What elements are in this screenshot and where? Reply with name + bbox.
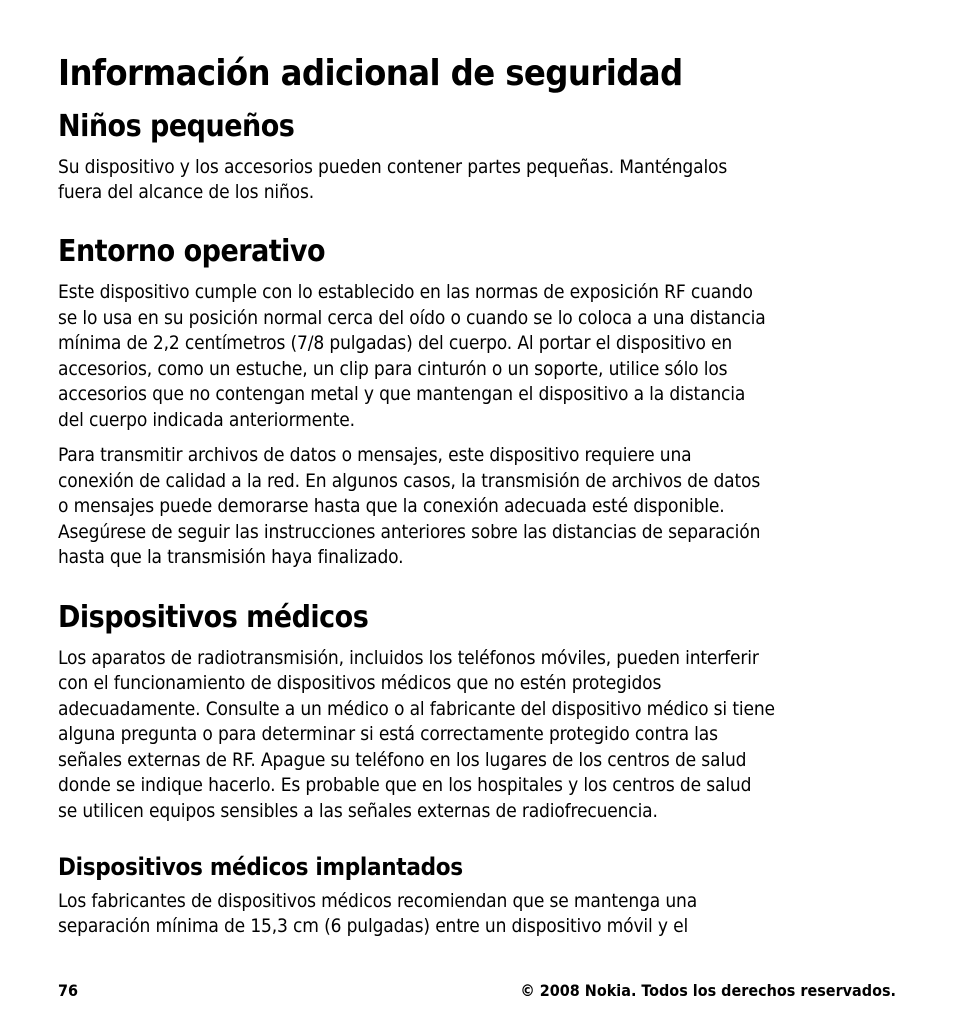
heading-dispositivos-medicos: Dispositivos médicos [58, 600, 369, 635]
page-number: 76 [58, 981, 79, 1000]
paragraph-line: hasta que la transmisión haya finalizado. [58, 546, 404, 568]
paragraph-line: Este dispositivo cumple con lo establecido en las normas de exposición RF cuando [58, 281, 753, 303]
paragraph-line: separación mínima de 15,3 cm (6 pulgadas) entre un dispositivo móvil y el [58, 915, 689, 937]
paragraph-line: conexión de calidad a la red. En algunos casos, la transmisión de archivos de datos [58, 470, 761, 492]
paragraph-line: accesorios que no contengan metal y que mantengan el dispositivo a la distancia [58, 383, 746, 405]
paragraph-line: mínima de 2,2 centímetros (7/8 pulgadas) del cuerpo. Al portar el dispositivo en [58, 332, 733, 354]
paragraph-line: se utilicen equipos sensibles a las señales externas de radiofrecuencia. [58, 800, 658, 822]
paragraph-line: Asegúrese de seguir las instrucciones anteriores sobre las distancias de separación [58, 521, 761, 543]
paragraph-line: accesorios, como un estuche, un clip para cinturón o un soporte, utilice sólo los [58, 358, 728, 380]
paragraph-line: señales externas de RF. Apague su teléfono en los lugares de los centros de salud [58, 749, 747, 771]
copyright-notice: © 2008 Nokia. Todos los derechos reservados. [520, 981, 896, 1000]
paragraph-line: o mensajes puede demorarse hasta que la conexión adecuada esté disponible. [58, 495, 725, 517]
paragraph-line: Para transmitir archivos de datos o mensajes, este dispositivo requiere una [58, 444, 692, 466]
paragraph-line: se lo usa en su posición normal cerca del oído o cuando se lo coloca a una distancia [58, 307, 766, 329]
paragraph-line: del cuerpo indicada anteriormente. [58, 409, 355, 431]
paragraph-line: alguna pregunta o para determinar si está correctamente protegido contra las [58, 723, 718, 745]
paragraph-line: donde se indique hacerlo. Es probable que en los hospitales y los centros de salud [58, 774, 752, 796]
paragraph-line: Su dispositivo y los accesorios pueden contener partes pequeñas. Manténgalos [58, 156, 728, 178]
paragraph-line: con el funcionamiento de dispositivos médicos que no estén protegidos [58, 672, 662, 694]
paragraph-line: Los aparatos de radiotransmisión, incluidos los teléfonos móviles, pueden interferir [58, 647, 759, 669]
paragraph-line: adecuadamente. Consulte a un médico o al fabricante del dispositivo médico si tiene [58, 698, 775, 720]
heading-ninos-pequenos: Niños pequeños [58, 109, 295, 144]
page-title: Información adicional de seguridad [58, 53, 683, 94]
paragraph-line: fuera del alcance de los niños. [58, 181, 315, 203]
paragraph-line: Los fabricantes de dispositivos médicos recomiendan que se mantenga una [58, 890, 698, 912]
heading-entorno-operativo: Entorno operativo [58, 234, 326, 269]
heading-dispositivos-medicos-implantados: Dispositivos médicos implantados [58, 853, 463, 881]
